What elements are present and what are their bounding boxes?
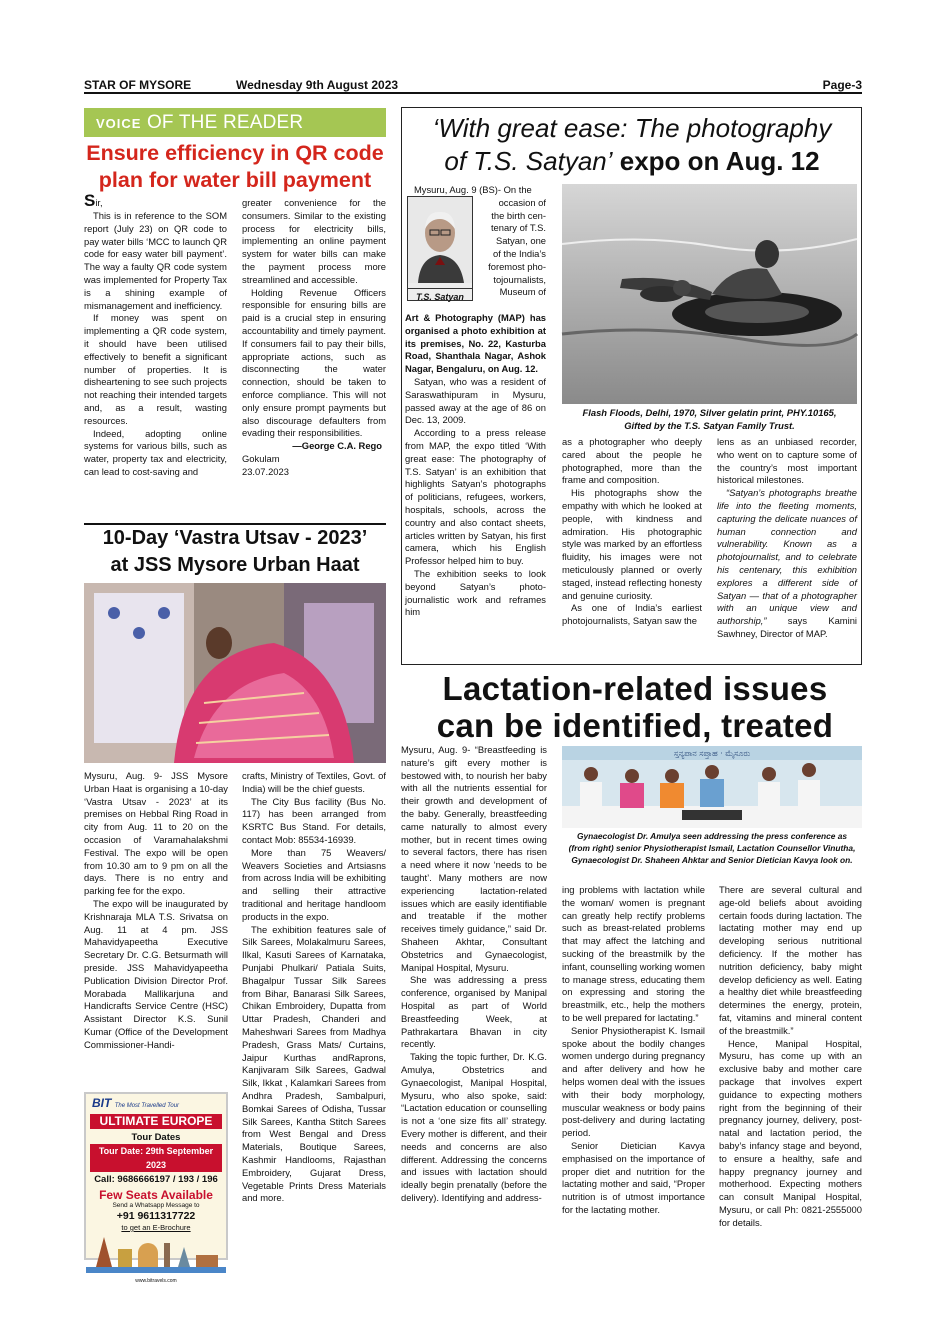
caption-line: Gynaecologist Dr. Shaheen Ahktar and Senior Dietician Kavya look on. [571,855,853,865]
paragraph: lens as an unbiased recorder, who went on to capture some of the country’s most important historical milestones. [717,436,857,486]
paragraph: There are several cultural and age-old beliefs about avoiding certain foods during lactation. The lactating mother may end up developing serious nutritional deficiency. If the mother has nutrition deficiency, baby might develop deficiency as well. Eating a healthy diet while breastfeeding determines the energy, protein, fat, vitamins and mineral content of the breastmilk.” [719,884,862,1036]
flash-floods-photo [562,184,857,404]
intro-line: occasion of [498,196,546,208]
paragraph: If money was spent on implementing a QR code system, it should have been utilised effectively to benefit a significant number of properties. It is disheartening to see such projects not reaching their intended targets and, as a result, wasting resources. [84,312,227,426]
headline-line: Lactation-related issues [442,670,828,707]
portrait-label: T.S. Satyan [408,288,472,306]
satyan-intro [414,184,546,299]
vastra-headline [84,523,386,581]
banner-text: ಸ್ತನ್ಯಪಾನ ಸಪ್ತಾಹ · ಮೈಸೂರು [673,749,751,758]
travel-advertisement[interactable] [84,1092,228,1284]
paragraph: The City Bus facility (Bus No. 117) has been arranged from KSRTC Bus Stand. For details, contact Mob: 85534-16939. [242,795,386,845]
letter-place: Gokulam [242,452,280,464]
intro-line: Satyan, one [495,235,546,247]
letter-date: 23.07.2023 [242,465,289,477]
caption-line: Gifted by the T.S. Satyan Family Trust. [624,420,795,431]
intro-line: foremost pho- [488,260,546,272]
caption-line: Gynaecologist Dr. Amulya seen addressing the press conference as [576,831,848,841]
quote: “Satyan’s photographs breathe life into the fleeting moments, capturing the delicate nuances of human connection and vulnerability. Known as a photojournalist, and to celebrate his centenary, this exhibition explores a different side of Satyan — that of a photographer with an unique view and authorship,” [717,487,857,627]
masthead [84,76,862,94]
photo-image [84,583,386,763]
lactation-headline [400,670,870,744]
ad-tour-dates: Tour Dates [131,1132,181,1143]
page-number: Page-3 [822,78,862,92]
ad-tagline: The Most Travelled Tour [114,1103,180,1109]
headline-italic-2: of T.S. Satyan’ [444,146,613,176]
paragraph: This is in reference to the SOM report (July 23) on QR code to pay water bills ‘MCC to launch QR code for easy water bill payment’. The way a faulty QR code system was implemented for Property Tax is a shining example of mismanagement and inefficiency. [84,210,227,311]
portrait-image [408,197,472,283]
paragraph: ing problems with lactation while the woman/ women is pregnant can greatly help rectify problems such as breast-related problems that may affect the latching and sucking of the breastmilk by the infant, counselling working women to manage stress, educating them on expressing and storing the breastmilk, etc., help the mothers to be well prepared for lactating.” [562,884,705,1023]
satyan-headline [404,112,860,178]
voice-kicker [84,108,386,137]
headline-line: 10-Day ‘Vastra Utsav - 2023’ [102,527,368,549]
ad-title: ULTIMATE EUROPE [90,1114,222,1129]
paper-name: STAR OF MYSORE [84,78,192,92]
caption-line: (from right) senior Physiotherapist Ismail, Lactation Counsellor Vinutha, [568,843,856,853]
satyan-col-2 [562,436,702,628]
paragraph: The exhibition features sale of Silk Sarees, Molakalmuru Sarees, Ilkal, Kasuti Sarees of Karnataka, Punjabi Phulkari/ Patiala Suits, Bhagalpur Tussar Silk Sarees from Bihar, Banarasi Silk Sarees, Chikan Embroidery, Dupatta from Uttar Pradesh, Chanderi and Maheshwari Sarees from Madhya Pradesh, Grass Mats/ Curtains, Jaipur Kurthas andRaprons, Kanjivaram Silk Sarees, Gadwal Silk, Ikkat , Kalamkari Sarees from Andhra Pradesh, Sambalpuri, Bomkai Sarees of Odisha, Tussar Silk Sarees, Kantha Stitch Sarees from West Bengal and Dress Materials, Boutique Sarees, Kashmir Handlooms, Rajasthan Embroidery, Gujarat Dress, Vegetable Prints Dress Materials and more. [242,923,386,1204]
letter-col-1 [84,191,227,479]
photo-image [562,184,857,404]
paragraph: greater convenience for the consumers. Similar to the existing process for electricity bills, implementing an online payment system for water bills can make the payment process more streamlined and accessible. [242,197,386,285]
intro-line: tenary of T.S. [490,222,546,234]
satyan-col-1 [405,312,546,619]
lactation-col-3 [719,884,862,1230]
drop-cap: S [84,191,96,210]
paragraph: Mysuru, Aug. 9- “Breastfeeding is nature’s gift every mother is bestowed with, to nourish her baby with all the nutrients essential for their growth and development of the baby. Generally, breastfeeding came naturally to almost every mother, but in recent times owing to several factors, there has risen a need where it now ‘needs to be taught’. Many mothers are now experiencing lactation-related issues which are easily identifiable and treatable if the mother receives timely guidance,” said Dr. Shaheen Akhtar, Consultant Obstetrics and Gynaecologist, Manipal Hospital, Mysuru. [401,744,547,973]
headline-line: can be identified, treated [436,707,834,744]
ad-few-seats: Few Seats Available [99,1188,213,1202]
letter-headline: Ensure efficiency in QR code plan for water bill payment [86,141,384,192]
headline-bold: expo on Aug. 12 [612,146,820,176]
ad-tour-date: Tour Date: 29th September 2023 [90,1144,222,1172]
kicker-small: VOICE [96,116,142,131]
intro-line: of the India’s [493,247,546,259]
ad-phone: +91 9611317722 [116,1210,196,1222]
intro-line: Mysuru, Aug. 9 (BS)- On the [414,184,532,195]
paragraph: as a photographer who deeply cared about the people he photographed, more than the frame and composition. [562,436,702,486]
headline-italic-1: ‘With great ease: The photography [432,113,832,143]
lactation-col-2 [562,884,705,1217]
ad-call: Call: 9686666197 / 193 / 196 [94,1174,218,1185]
paragraph: Indeed, adopting online systems for various bills, such as water, property tax and electricity, can lead to cost-saving and [84,427,227,477]
paragraph: The exhibition seeks to look beyond Satyan’s photo-journalistic work and reframes him [405,567,546,618]
intro-line: the birth cen- [491,209,546,221]
paragraph: Mysuru, Aug. 9- JSS Mysore Urban Haat is organising a 10-day ‘Vastra Utsav - 2023’ at its premises on Hebbal Ring Road in city from Aug. 11 to 20 on the occasion of Varamahalakshmi Festival. The expo will be open from 10.30 am to 9 pm on all the days. There is no entry and parking fee for the expo. [84,770,228,897]
caption-line: Flash Floods, Delhi, 1970, Silver gelatin print, PHY.10165, [582,407,837,418]
paragraph: Art & Photography (MAP) has organised a photo exhibition at its premises, No. 22, Kasturba Road, Shanthala Nagar, Ashok Nagar, Bengaluru, on Aug. 12. [405,312,546,375]
kicker-big: OF THE READER [146,112,304,133]
landmarks-skyline-icon [86,1233,226,1273]
vastra-col-1 [84,770,228,1052]
ad-whatsapp: Send a Whatsapp Message to [112,1202,200,1209]
lactation-col-1 [401,744,547,1205]
vastra-col-2 [242,770,386,1205]
letter-col-2 [242,197,386,479]
paragraph: Taking the topic further, Dr. K.G. Amulya, Obstetrics and Gynaecologist, Manipal Hospital, Mysuru, who also spoke, said: “Lactation education or counselling is not a ‘one size fits all’ strategy. Every mother is different, and their needs and concerns are also different. Addressing the concerns and issues with lactation should ideally begin prenatally (before the delivery). Identifying and address- [401,1051,547,1203]
paragraph: crafts, Ministry of Textiles, Govt. of India) will be the chief guests. [242,770,386,794]
issue-date: Wednesday 9th August 2023 [236,78,399,92]
ad-logo: BIT [92,1096,112,1110]
paragraph: His photographs show the empathy with which he looked at people, with kindness and admiration. His photographic style was marked by an effortless fluidity, his images were not meticulously planned or overly staged, instead reflecting honesty and genuine curiosity. [562,487,702,601]
paragraph: She was addressing a press conference, organised by Manipal Hospital as part of World Breastfeeding Week, at Pathrakartara Bhavan in city recently. [401,974,547,1050]
satyan-col-3 [717,436,857,641]
satyan-portrait [407,196,473,301]
paragraph: Holding Revenue Officers responsible for ensuring bills are paid is a crucial step in ensuring accountability and timely payment. If consumers fail to pay their bills, appropriate actions, such as disconnecting the water connection, should be taken to enforce compliance. This will not only ensure prompt payments but also discourage defaulters from evading their responsibilities. [242,286,386,439]
satyan-caption [562,406,857,432]
lactation-caption [560,830,864,866]
paragraph: More than 75 Weavers/ Weavers Societies and Artsiasns from across India will be exhibiting and selling their attractive traditional and heritage handloom products in the expo. [242,846,386,922]
vastra-photo [84,583,386,763]
paragraph: Senior Dietician Kavya emphasised on the importance of proper diet and nutrition for the lactating mother and said, “Proper nutrition is of utmost importance for the lactating mother. [562,1139,705,1215]
paragraph: As one of India’s earliest photojournalists, Satyan saw the [562,602,702,627]
salutation: ir, [95,197,103,208]
press-conference-photo [562,746,862,828]
ad-brochure: to get an E-Brochure [121,1223,191,1232]
paragraph: Hence, Manipal Hospital, Mysuru, has come up with an exclusive baby and mother care package that involves expert guidance to expecting mothers right from the beginning of their pregnancy journey, delivery, post-natal and lactation period, the baby’s infancy stage and beyond, to ensure a healthy, safe and happy pregnancy journey and motherhood. Expecting mothers can consult Manipal Hospital, Mysuru, or call Ph: 0821-2555000 for details. [719,1037,862,1228]
quote-attribution: says Kamini Sawhney, Director of MAP. [717,615,857,639]
headline-line: at JSS Mysore Urban Haat [110,554,360,576]
intro-line: tojournalists, [493,273,546,285]
paragraph: The expo will be inaugurated by Krishnaraja MLA T.S. Srivatsa on Aug. 11 at 4 pm. JSS Mahavidyapeetha Executive Secretary Dr. C.G. Betsurmath will preside. JSS Mahavidyapeetha Publication Division Director Prof. Morabada Mallikarjuna and Handicrafts Service Centre (HSC) Assistant Director K.S. Sunil Kumar (Office of the Development Commissioner-Handi- [84,897,228,1050]
ad-website: www.bitravels.com [135,1278,177,1284]
intro-line: Museum of [499,286,546,298]
paragraph: Senior Physiotherapist K. Ismail spoke about the bodily changes women undergo during pregnancy and after delivery and how he helps women deal with the issues with their body morphology, muscular weakness or body pains post-delivery and during lactating period. [562,1024,705,1139]
letter-signature: —George C.A. Rego [292,440,382,452]
paragraph: Satyan, who was a resident of Saraswathipuram in Mysuru, passed away at the age of 86 on Dec. 13, 2009. [405,375,546,426]
photo-image [562,746,862,828]
paragraph: According to a press release from MAP, the expo titled ‘With great ease: The photography of T.S. Satyan’ is an exhibition that highlights Satyan’s photographs of politicians, refugees, workers, hospitals, schools, across the country and also contact sheets, articles written by Satyan, his first camera, which his English Professor helped him to buy. [405,427,546,567]
